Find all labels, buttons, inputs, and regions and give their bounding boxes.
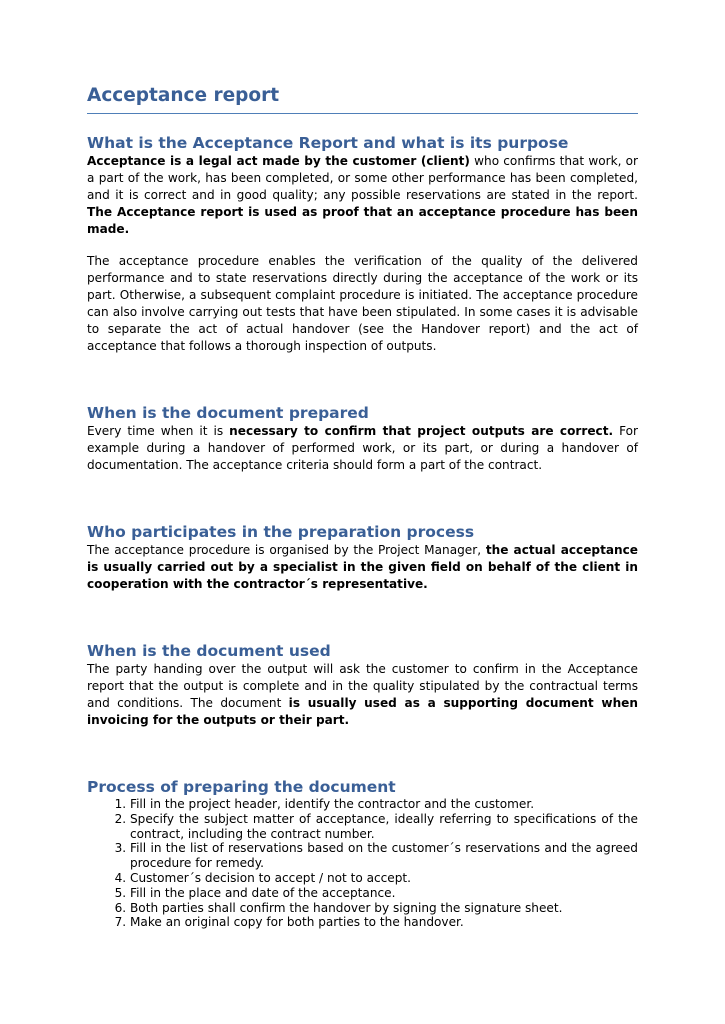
section-process bbox=[87, 777, 638, 930]
bold-text: The Acceptance report is used as proof that an acceptance procedure has been made. bbox=[87, 205, 638, 236]
section-heading: What is the Acceptance Report and what is its purpose bbox=[87, 134, 569, 152]
paragraph bbox=[87, 423, 638, 474]
section-heading: Who participates in the preparation process bbox=[87, 523, 475, 541]
list-item: 2. Specify the subject matter of acceptance, ideally referring to specifications of the contract, including the contract number. bbox=[130, 812, 638, 842]
paragraph bbox=[87, 153, 638, 238]
list-item: 5. Fill in the place and date of the acceptance. bbox=[130, 886, 638, 901]
bold-text: is usually used as a supporting document when invoicing for the outputs or their part. bbox=[87, 696, 638, 727]
text: For example during a handover of performed work, or its part, or during a handover of documentation. The acceptance criteria should form a part of the contract. bbox=[87, 424, 638, 472]
process-steps-list bbox=[87, 797, 638, 930]
bold-text: necessary to confirm that project outputs are correct. bbox=[229, 424, 614, 438]
section-heading: When is the document prepared bbox=[87, 404, 369, 422]
section-purpose bbox=[87, 133, 638, 355]
bold-text: Acceptance is a legal act made by the customer (client) bbox=[87, 154, 470, 168]
text: who confirms that work, or a part of the work, has been completed, or some other performance has been completed, and it is correct and in good quality; any possible reservations are stated in the report. bbox=[87, 154, 639, 202]
document-title: Acceptance report bbox=[87, 85, 638, 114]
section-when-used bbox=[87, 641, 638, 729]
list-item: 3. Fill in the list of reservations based on the customer´s reservations and the agreed procedure for remedy. bbox=[130, 841, 638, 871]
list-item: 6. Both parties shall confirm the handover by signing the signature sheet. bbox=[130, 901, 638, 916]
section-when-prepared bbox=[87, 403, 638, 474]
text: The party handing over the output will ask the customer to confirm in the Acceptance report that the output is complete and in the quality stipulated by the contractual terms and conditions. The document bbox=[87, 662, 638, 710]
bold-text: the actual acceptance is usually carried out by a specialist in the given field on behalf of the client in cooperation with the contractor´s representative. bbox=[87, 543, 638, 591]
text: Every time when it is bbox=[87, 424, 230, 438]
text: The acceptance procedure is organised by the Project Manager, bbox=[87, 543, 486, 557]
paragraph: The acceptance procedure enables the verification of the quality of the delivered performance and to state reservations directly during the acceptance of the work or its part. Otherwise, a subsequent complaint procedure is initiated. The acceptance procedure can also involve carrying out tests that have been stipulated. In some cases it is advisable to separate the act of actual handover (see the Handover report) and the act of acceptance that follows a thorough inspection of outputs. bbox=[87, 254, 638, 353]
list-item: 7. Make an original copy for both parties to the handover. bbox=[130, 915, 638, 930]
list-item: 4. Customer´s decision to accept / not to accept. bbox=[130, 871, 638, 886]
paragraph bbox=[87, 661, 638, 729]
section-heading: Process of preparing the document bbox=[87, 778, 396, 796]
list-item: 1. Fill in the project header, identify the contractor and the customer. bbox=[130, 797, 638, 812]
paragraph bbox=[87, 542, 638, 593]
section-participants bbox=[87, 522, 638, 593]
section-heading: When is the document used bbox=[87, 642, 331, 660]
